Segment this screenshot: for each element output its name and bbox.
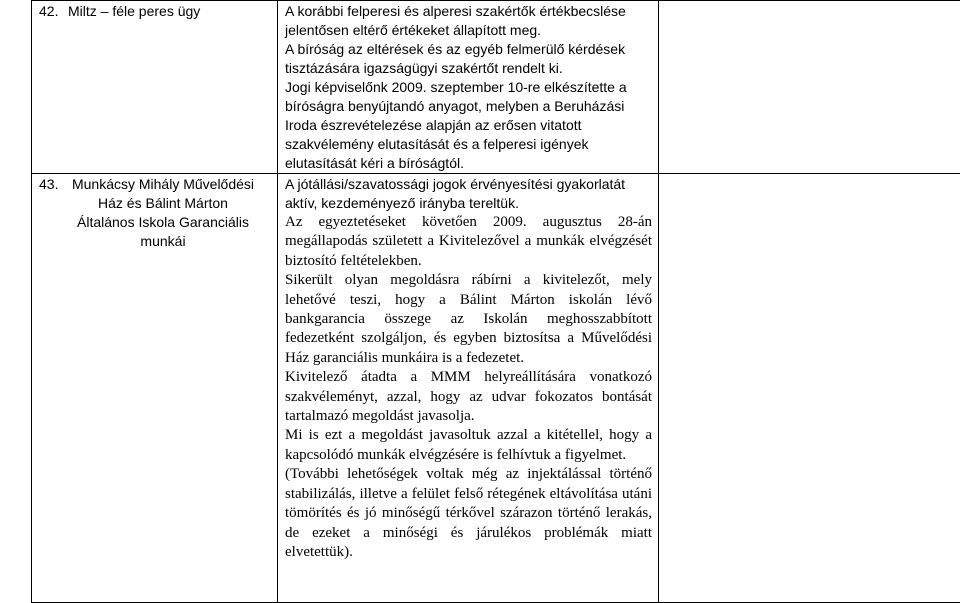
content-paragraph: A bíróság az eltérések és az egyéb felmerülő kérdések tisztázására igazságügyi szakértőt rendelt ki. bbox=[285, 40, 652, 78]
item-title-cell bbox=[32, 1, 278, 174]
content-paragraph: A jótállási/szavatossági jogok érvényesítési gyakorlatát aktív, kezdeményező irányba tereltük. bbox=[285, 175, 652, 213]
item-content-cell bbox=[278, 1, 659, 174]
item-title: Munkácsy Mihály Művelődési Ház és Bálint Márton Általános Iskola Garanciális munkái bbox=[68, 175, 258, 251]
item-title: Miltz – féle peres ügy bbox=[68, 3, 200, 19]
content-paragraph: Jogi képviselőnk 2009. szeptember 10-re elkészítette a bíróságra benyújtandó anyagot, melyben a Beruházási Iroda észrevételezése alapján az erősen vitatott szakvélemény elutasítását és a felperesi igények elutasítását kéri a bíróságtól. bbox=[285, 78, 652, 173]
document-table bbox=[31, 0, 960, 603]
content-paragraph: Sikerült olyan megoldásra rábírni a kivitelezőt, mely lehetővé teszi, hogy a Bálint Márton iskolán lévő bankgarancia összege az Iskolán meghosszabbított fedezetként szolgáljon, és egyben biztosítsa a Művelődési Ház garanciális munkáira is a fedezetet. bbox=[285, 271, 652, 368]
table-row bbox=[32, 174, 960, 603]
content-paragraph: A korábbi felperesi és alperesi szakértők értékbecslése bbox=[285, 2, 652, 21]
content-paragraph: (További lehetőségek voltak még az injektálással történő stabilizálás, illetve a felület felső rétegének eltávolítása utáni tömörítés és jó minőségű térkővel szárazon történő lerakás, de ezeket a minőségi és járulékos problémák miatt elvetettük). bbox=[285, 465, 652, 562]
content-paragraph: Kivitelező átadta a MMM helyreállítására vonatkozó szakvéleményt, azzal, hogy az udvar fokozatos bontását tartalmazó megoldást javasolja. bbox=[285, 368, 652, 426]
item-number: 43. bbox=[32, 175, 68, 194]
item-content-cell bbox=[278, 174, 659, 603]
empty-cell bbox=[659, 174, 960, 603]
item-title-cell bbox=[32, 174, 278, 603]
table-row bbox=[32, 1, 960, 174]
content-paragraph: jelentősen eltérő értékeket állapított meg. bbox=[285, 21, 652, 40]
item-number: 42. bbox=[32, 2, 68, 21]
content-paragraph: Az egyeztetéseket követően 2009. augusztus 28-án megállapodás született a Kivitelezővel a munkák elvégzését biztosító feltételekben. bbox=[285, 213, 652, 271]
empty-cell bbox=[659, 1, 960, 174]
content-paragraph: Mi is ezt a megoldást javasoltuk azzal a kitétellel, hogy a kapcsolódó munkák elvégzésére is felhívtuk a figyelmet. bbox=[285, 426, 652, 465]
